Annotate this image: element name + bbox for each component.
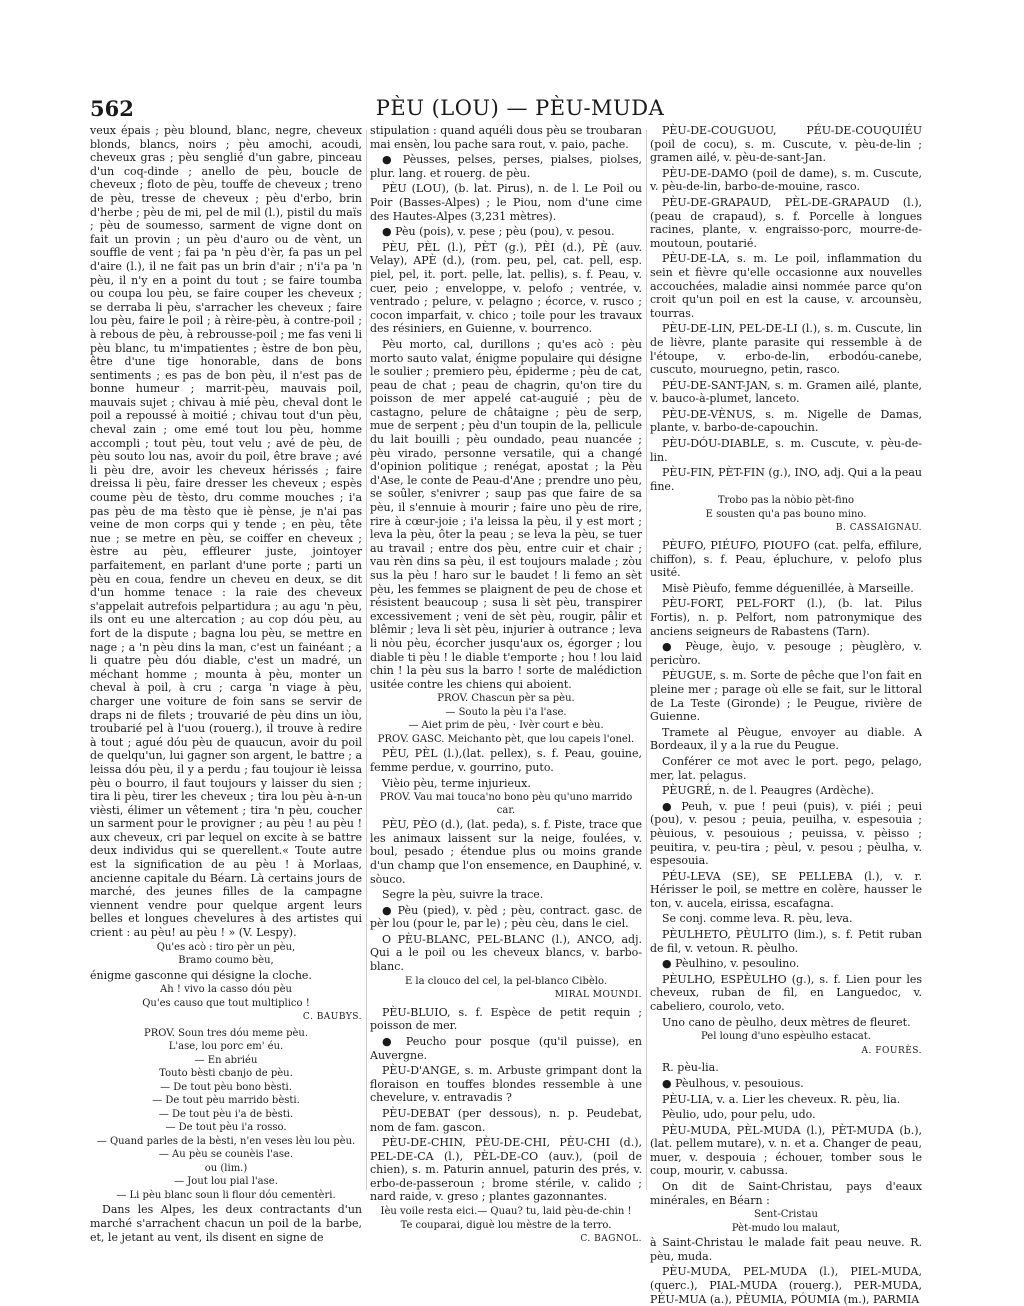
dictionary-entry: PÈU-DEBAT (per dessous), n. p. Peudebat, nom de fam. gascon. (370, 1106, 642, 1134)
quotation-line: Sent-Cristau (754, 1209, 818, 1221)
proverb-line: PROV. Vau mai touca'no bono pèu qu'uno marrido car. (379, 792, 633, 816)
quote-attribution: C. BAGNOL. (580, 1234, 642, 1245)
dictionary-entry: Segre la pèu, suivre la trace. (382, 888, 544, 902)
dictionary-entry: PÈU-DE-GRAPAUD, PÈL-DE-GRAPAUD (l.), (peau de crapaud), s. f. Porcelle à longues racines, plante, v. engraisso-porc, mourre-de-moutoun, poutarié. (650, 195, 922, 250)
dictionary-entry: PÈU-DÓU-DIABLE, s. m. Cuscute, v. pèu-de-lin. (650, 437, 922, 464)
proverb-line: ou (lim.) (204, 1162, 248, 1174)
quotation-line: Pèt-mudo lou malaut, (731, 1222, 841, 1234)
dictionary-entry: PÈU (LOU), (b. lat. Pirus), n. de l. Le Poil ou Poir (Basses-Alpes) ; le Piou, nom d'une cime des Hautes-Alpes (3,231 mètres). (370, 182, 642, 223)
quote-attribution: MIRAL MOUNDI. (554, 990, 642, 1001)
dictionary-entry: R. pèu-lia. (662, 1061, 719, 1075)
quotation-line: Bramo coumo bèu, (178, 955, 274, 967)
dictionary-entry: PÈUFO, PIÉUFO, PIOUFO (cat. pelfa, effilure, chiffon), s. f. Peau, épluchure, v. pelofo plus usité. (650, 539, 922, 580)
dictionary-entry: ● Pèulhino, v. pesoulino. (662, 957, 800, 971)
dictionary-entry: PÈU-DE-DAMO (poil de dame), s. m. Cuscute, v. pèu-de-lin, barbo-de-mouine, rasco. (650, 166, 922, 194)
proverb-line: Touto bèsti cbanjo de pèu. (159, 1068, 293, 1080)
quotation-line: Te couparai, diguè lou mèstre de la terro. (400, 1219, 612, 1231)
dictionary-entry: PÈUGRÉ, n. de l. Peaugres (Ardèche). (662, 784, 875, 798)
dictionary-entry: PÈU-DE-VÈNUS, s. m. Nigelle de Damas, plante, v. barbo-de-capouchin. (650, 407, 922, 435)
dictionary-entry: PÈU-FIN, PÈT-FIN (g.), INO, adj. Qui a la peau fine. (650, 466, 922, 493)
dictionary-entry: PÈU-MUDA, PEL-MUDA (l.), PIEL-MUDA, (querc.), PIAL-MUDA (rouerg.), PER-MUDA, PÉU-MUA (a.), PÈUMIA, PÓUMIA (m.), PARMIA (650, 1265, 922, 1306)
proverb-line: — Au pèu se counèis l'ase. (158, 1149, 294, 1161)
dictionary-entry: PÈU, PÈL (l.), PÈT (g.), PÈI (d.), PÈ (auv. Velay), APÈ (d.), (rom. peu, pel, cat. pell, esp. piel, pel, it. port. pelle, lat. pellis), s. f. Peau, v. cuer, peio ; enveloppe, v. pelofo ; ventrée, v. ventrado ; pelure, v. pelagno ; écorce, v. rusco ; cocon imparfait, v. chico ; toile pour les travaux des résiniers, en Guienne, v. bourrenco. (370, 240, 642, 336)
dictionary-entry: PÈU-FORT, PEL-FORT (l.), (b. lat. Pilus Fortis), n. p. Pelfort, nom patronymique des anciens seigneurs de Rabastens (Tarn). (650, 597, 922, 638)
quotation-line: E la clouco del cel, la pel-blanco Cibèlo. (404, 975, 608, 987)
column-right (650, 124, 922, 1306)
proverb-line: PROV. Soun tres dóu meme pèu. (143, 1027, 309, 1039)
proverb-line: — En abriéu (194, 1054, 258, 1066)
dictionary-entry: PÈU, PÈO (d.), (lat. peda), s. f. Piste, trace que les animaux laissent sur la neige, foulées, v. boul, pesado ; étendue plus ou moins grande d'un champ que l'on ensemence, en Dauphiné, v. sòuco. (370, 818, 643, 886)
dictionary-entry: PÈU-DE-LA, s. m. Le poil, inflammation du sein et fièvre qu'elle occasionne aux nouvelles accouchées, maladie ainsi nommée parce qu'on croit qu'un poil en est la cause, v. arcounsèu, tourras. (650, 252, 922, 320)
proverb-line: — De tout pèu i'a de bèsti. (158, 1108, 294, 1120)
entry-continuation: veux épais ; pèu blound, blanc, negre, cheveux blonds, blancs, noirs ; pèu amochi, acoudi, cheveux gras ; pèu senglié d'un gabre, pinceau d'un coq-dinde ; anello de pèu, boucle de cheveux ; floto de pèu, touffe de cheveux ; treno de pèu, tresse de cheveux ; pèu d'erbo, brin d'herbe ; pèu de mi, pel de mil (l.), pistil du maïs ; pèu de soumesso, sarment de vigne dont on fait un provin ; un pèu d'auro ou de vènt, un souffle de vent ; fai pa 'n pèu d'èr, fa pas un pel d'aire (l.), il ne fait pas un brin d'air ; n'i'a pa 'n pèu, il n'y en a point du tout ; se faire toumba ou coupa lou pèu, se faire couper les cheveux ; se derraba li pèu, s'arracher les cheveux ; faire lou pèu, faire le poil ; à rèire-pèu, à contre-poil ; à rebous de pèu, à rebrousse-poil ; me fas veni li pèu blanc, tu m'impatientes ; èstre de bon pèu, être d'une tige honorable, dans de bons sentiments ; es pas de bon pèu, il n'est pas de bonne humeur ; marrit-pèu, mauvais poil, mauvais sujet ; chivau à mié pèu, cheval dont le poil a repoussé à moitié ; chivau tout d'un pèu, cheval zain ; ome emé tout lou pèu, homme accompli ; tout pèu, tout velu ; avé de pèu, de pèu souto lou nas, avoir du poil, être brave ; avé li pèu dre, avoir les cheveux hérissés ; faire dreissa li pèu, faire dresser les cheveux ; espès coume pèu de tèsto, dru comme mouches ; i'a pas pèu de ma tèsto que iè pènse, je n'ai pas veine de mon corps qui y tende ; en pèu, tête nue ; se metre en pèu, se coiffer en cheveux ; èstre au pèu, effleurer juste, jointoyer parfaitement, en parlant d'une porte ; parti un pèu en coua, fendre un cheveu en deux, se dit d'un homme tenace : la raie des cheveux s'appelait autrefois pelpartidura ; au agu 'n pèu, ils ont eu une altercation ; au cop dóu pèu, au fort de la dispute ; bagna lou pèu, se mettre en nage ; a 'n pèu dins la man, c'est un fainéant ; a li quatre pèu dóu diable, c'est un madré, un méchant homme ; mounta à pèu, monter un cheval à poil, à cru ; carga 'n viage à pèu, charger une voiture de foin sans se servir de draps ni de filets ; trouvarié de pèu dins un iòu, troubarié pel à l'uou (rouerg.), il trouve à redire à tout ; agué dóu pèu de quaucun, avoir du poil de quelqu'un, lui gagner son argent, le battre ; a leissa dóu pèu, il y a perdu ; fau toujour iè leissa pèu o bourro, il faut toujours y laisser du sien ; tira li pèu, tirer les cheveux ; tira lou pèu à-n-un vièsti, élimer un vêtement ; tira 'n pèu, coucher un sarment pour le provigner ; au pèu ! au pèu ! aux cheveux, cri par lequel on excite à se battre deux individus qui se querellent.« Toute autre est la signification de au pèu ! à Morlaas, ancienne capitale du Béarn. Là certains jours de marché, des jeunes filles de la campagne viennent vendre pour quelque argent leurs belles et longues chevelures à des artistes qui crient : au pèu! au pèu ! » (V. Lespy). (90, 124, 362, 940)
proverb-line: — Souto la pèu i'a l'ase. (445, 706, 567, 718)
dictionary-entry: Se conj. comme leva. R. pèu, leva. (662, 912, 853, 926)
quotation-line: Trobo pas la nòbio pèt-fino (717, 495, 855, 507)
dictionary-entry: Pèulio, udo, pour pelu, udo. (662, 1108, 816, 1122)
column-middle (370, 124, 643, 1245)
proverb-line: — De tout pèu bono bèsti. (160, 1081, 292, 1093)
proverb-line: PROV. GASC. Meichanto pèt, que lou capeis l'onel. (377, 733, 635, 745)
proverb-line: — Quand parles de la bèsti, n'en veses lèu lou pèu. (96, 1135, 356, 1147)
proverb-line: — De tout pèu marrido bèsti. (152, 1095, 300, 1107)
dictionary-entry: PÉU-DE-SANT-JAN, s. m. Gramen ailé, plante, v. bauco-à-plumet, lanceto. (650, 378, 922, 406)
quotation-line: Ièu voile resta eici.— Quau? tu, laid pèu-de-chin ! (380, 1206, 632, 1218)
dictionary-entry: Tramete al Pèugue, envoyer au diable. A Bordeaux, il y a la rue du Peugue. (650, 725, 922, 753)
proverb-line: — Li pèu blanc soun li flour dóu cementèri. (116, 1189, 336, 1201)
quote-attribution: A. FOURÈS. (861, 1045, 922, 1056)
entry-continuation: stipulation : quand aquéli dous pèu se troubaran mai ensèn, lou pache sara rout, v. paio, pache. (370, 124, 642, 151)
column-divider (646, 130, 647, 1190)
dictionary-entry: ● Peucho pour posque (qu'il puisse), en Auvergne. (370, 1034, 642, 1062)
quotation-line: Ah ! vivo la casso dóu pèu (160, 984, 292, 996)
dictionary-entry: Uno cano de pèulho, deux mètres de fleuret. (662, 1015, 911, 1029)
dictionary-entry: On dit de Saint-Christau, pays d'eaux minérales, en Béarn : (650, 1180, 922, 1207)
dictionary-entry: ● Pèu (pied), v. pèd ; pèu, contract. gasc. de pèr lou (pour le, par le) ; pèu cèu, dans le ciel. (370, 903, 642, 931)
dictionary-entry: ● Pèulhous, v. pesouious. (662, 1076, 804, 1090)
quotation-line: Pel loung d'uno espèulho estacat. (701, 1031, 871, 1043)
entry-continuation: à Saint-Christau le malade fait peau neuve. R. pèu, muda. (650, 1236, 922, 1263)
entry-continuation: énigme gasconne qui désigne la cloche. (90, 968, 312, 982)
page-header (90, 96, 950, 124)
proverb-line: — Jout lou pial l'ase. (174, 1176, 278, 1188)
dictionary-entry: PÈU-DE-LIN, PEL-DE-LI (l.), s. m. Cuscute, lin de lièvre, plante parasite qui ressemble à de l'étoupe, v. erbo-de-lin, erbodóu-canebe, cuscuto, mouruegno, petin, rasco. (650, 322, 922, 377)
dictionary-entry: ● Pèusses, pelses, perses, pialses, piolses, plur. lang. et rouerg. de pèu. (370, 153, 642, 180)
dictionary-entry: ● Pèu (pois), v. pese ; pèu (pou), v. pesou. (382, 225, 615, 239)
dictionary-entry: PÈU-D'ANGE, s. m. Arbuste grimpant dont la floraison en touffes blondes ressemble à une chevelure, v. entravadis ? (370, 1064, 642, 1105)
column-left (90, 124, 362, 1244)
dictionary-entry: PÈU-DE-COUGUOU, PÉU-DE-COUQUIÉU (poil de cocu), s. m. Cuscute, v. pèu-de-lin ; gramen ailé, v. pèu-de-sant-Jan. (650, 124, 922, 165)
dictionary-entry: Misè Pièufo, femme déguenillée, à Marseille. (662, 581, 914, 595)
quotation-line: Qu'es causo que tout multiplico ! (142, 997, 310, 1009)
dictionary-entry: PÈU, PÈL (l.),(lat. pellex), s. f. Peau, gouine, femme perdue, v. gourrino, puto. (370, 747, 642, 774)
quotation-line: E sousten qu'a pas bouno mino. (705, 508, 867, 520)
running-head: PÈU (LOU) — PÈU-MUDA (375, 96, 665, 120)
dictionary-entry: O PÈU-BLANC, PEL-BLANC (l.), ANCO, adj. Qui a le poil ou les cheveux blancs, v. barbo-blanc. (370, 932, 642, 974)
dictionary-entry: PÈULHO, ESPÈULHO (g.), s. f. Lien pour les cheveux, ruban de fil, en Languedoc, v. cabeliero, courolo, veto. (650, 972, 922, 1014)
quote-attribution: C. BAUBYS. (302, 1012, 362, 1023)
dictionary-entry: Conférer ce mot avec le port. pego, pelago, mer, lat. pelagus. (650, 754, 922, 782)
dictionary-entry: PÈU-DE-CHIN, PÈU-DE-CHI, PÈU-CHI (d.), PEL-DE-CA (l.), PÈL-DE-CO (auv.), (poil de chien), s. m. Paturin annuel, paturin des prés, v. erbo-de-passeroun ; brome stérile, v. calido ; nard raide, v. greso ; plantes gazonnantes. (370, 1136, 642, 1204)
proverb-line: PROV. Chascun pèr sa pèu. (437, 693, 575, 705)
dictionary-entry: PÈUGUE, s. m. Sorte de pêche que l'on fait en pleine mer ; parage où elle se fait, sur le littoral de La Teste (Gironde) ; le Peugue, rivière de Guienne. (650, 669, 922, 724)
dictionary-entry: PÈULHETO, PÈULITO (lim.), s. f. Petit ruban de fil, v. vetoun. R. pèulho. (650, 928, 922, 955)
proverb-line: — Aiet prim de pèu, · Ivèr court e bèu. (408, 720, 604, 732)
page-number: 562 (90, 96, 134, 121)
dictionary-entry: Vièio pèu, terme injurieux. (382, 776, 531, 790)
dictionary-entry: ● Pèuge, èujo, v. pesouge ; pèuglèro, v. pericùro. (650, 640, 922, 667)
proverb-line: — De tout pèu i'a rosso. (165, 1122, 287, 1134)
dictionary-entry: PÉU-LEVA (SE), SE PELLEBA (l.), v. r. Hérisser le poil, se mettre en colère, hausser le ton, v. aucela, eirissa, escafagna. (650, 869, 922, 910)
dictionary-entry: PÈU-LIA, v. a. Lier les cheveux. R. pèu, lia. (662, 1092, 901, 1106)
dictionary-entry: PÈU-BLUIO, s. f. Espèce de petit requin ; poisson de mer. (370, 1005, 642, 1033)
dictionary-entry: PÈU-MUDA, PÈL-MUDA (l.), PÈT-MUDA (b.), (lat. pellem mutare), v. n. et a. Changer de peau, muer, v. despouia ; échouer, tomber sous le coup, mourir, v. cabussa. (650, 1123, 922, 1178)
column-divider (366, 130, 367, 1190)
dictionary-entry: Pèu morto, cal, durillons ; qu'es acò : pèu morto sauto valat, énigme populaire qui désigne le soulier ; premiero pèu, épiderme ; pèu de cat, peau de chat ; peau de chagrin, qu'on tire du poisson de mer appelé cat-auguié ; pèu de castagno, pelure de châtaigne ; pèu de serp, mue de serpent ; pèu d'un toupin de la, pellicule du lait bouilli ; pèu oundado, peau nuancée ; pèu virado, personne versatile, qui a changé d'opinion politique ; renégat, apostat ; la Pèu d'Ase, le conte de Peau-d'Ane ; prendre uno pèu, se soûler, s'enivrer ; saup pas que faire de sa pèu, il s'ennuie à mourir ; faire uno pèu de rire, rire à cœur-joie ; i'a leissa la pèu, il y est mort ; leva la pèu, ôter la peau ; se leva la pèu, se tuer au travail ; entre dos pèu, entre cuir et chair ; vau rèn dins sa pèu, il est toujours malade ; zòu sus la pèu ! haro sur le baudet ! li femo an sèt pèu, les femmes se plaignent de peu de chose et résistent beaucoup ; susa li sèt pèu, transpirer excessivement ; veni de sèt pèu, rougir, pâlir et blêmir ; leva li sèt pèu, injurier à outrance ; leva li nòu pèu, écorcher jusqu'aux os, égorger ; lou diable ti pèu ! le diable t'emporte ; hou ! lou laid chin ! la pèu sus la barro ! sorte de malédiction usitée contre les chiens qui aboient. (370, 337, 642, 691)
quote-attribution: B. CASSAIGNAU. (835, 523, 922, 534)
proverb-line: L'ase, lou porc em' éu. (168, 1041, 284, 1053)
dictionary-entry: ● Peuh, v. pue ! peui (puis), v. piéi ; peui (pou), v. pesou ; peuia, peuilha, v. espesouia ; pèuious, v. pesouious ; peuissa, v. pèisso ; peuitira, v. peu-tira ; pèul, v. pesou ; pèulha, v. espesouia. (650, 799, 922, 868)
quotation-line: Qu'es acò : tiro pèr un pèu, (156, 941, 296, 953)
dictionary-entry: Dans les Alpes, les deux contractants d'un marché s'arrachent chacun un poil de la barbe, et, le jetant au vent, ils disent en signe de (90, 1203, 362, 1244)
